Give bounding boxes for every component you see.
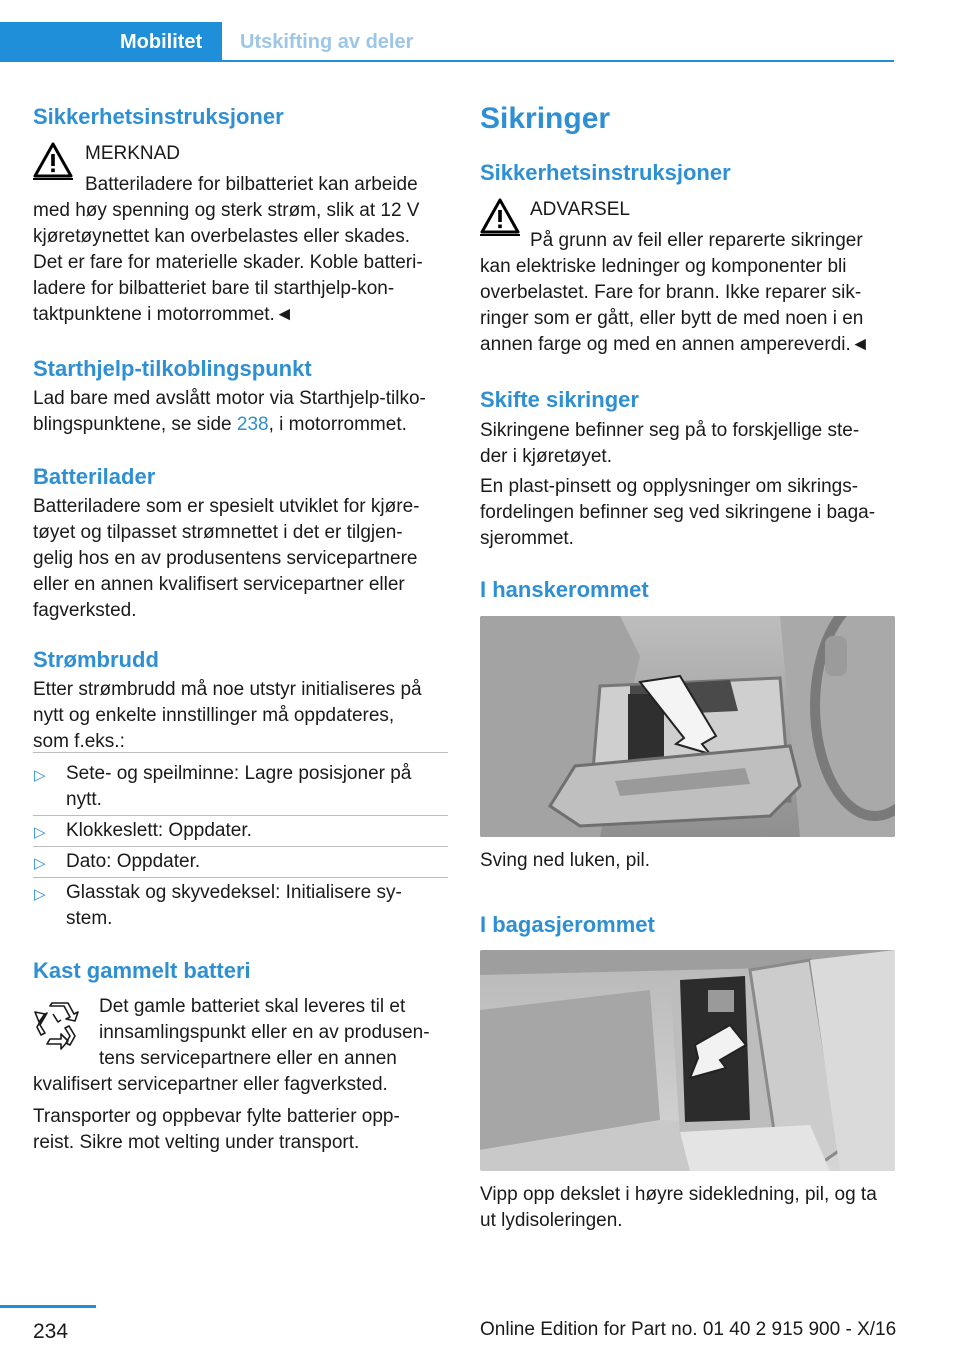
list-item xyxy=(66,880,402,932)
luggage-caption xyxy=(480,1182,895,1234)
disposal-line: kvalifisert servicepartner eller fagverksted. xyxy=(33,1074,388,1095)
warning-label: ADVARSEL xyxy=(530,199,630,220)
disposal-line: Det gamle batteriet skal leveres til et xyxy=(99,996,406,1017)
glovebox-caption: Sving ned luken, pil. xyxy=(480,850,651,871)
warning-line: kan elektriske ledninger og komponenter bli xyxy=(480,256,847,277)
header-rule xyxy=(222,60,894,62)
power-outage-body xyxy=(33,677,448,755)
header-tab-utskifting[interactable]: Utskifting av deler xyxy=(240,31,414,53)
bullet-icon: ▷ xyxy=(34,767,46,784)
luggage-caption-line: Vipp opp dekslet i høyre sidekledning, pil, og ta xyxy=(480,1184,877,1205)
power-outage-line: nytt og enkelte innstillinger må oppdateres, xyxy=(33,705,395,726)
bullet-divider xyxy=(33,877,448,878)
power-outage-line: Etter strømbrudd må noe utstyr initialiseres på xyxy=(33,679,422,700)
change-fuses-line: fordelingen befinner seg ved sikringene i baga- xyxy=(480,502,876,523)
bullet-divider xyxy=(33,815,448,816)
note-body-line: taktpunktene i motorrommet.◄ xyxy=(33,304,294,325)
warning-icon xyxy=(480,198,520,236)
note-label: MERKNAD xyxy=(85,143,181,164)
jumpstart-text: blingspunktene, se side xyxy=(33,414,237,435)
change-fuses-heading: Skifte sikringer xyxy=(480,387,639,412)
transport-line: reist. Sikre mot velting under transport. xyxy=(33,1132,360,1153)
charger-line: gelig hos en av produsentens servicepartnere xyxy=(33,548,418,569)
note-line-1: Batteriladere for bilbatteriet kan arbeide xyxy=(85,174,418,195)
list-item-line: Sete- og speilminne: Lagre posisjoner på xyxy=(66,763,412,784)
list-item: Klokkeslett: Oppdater. xyxy=(66,820,252,841)
change-fuses-line: sjerommet. xyxy=(480,528,574,549)
disposal-line: tens servicepartnere eller en annen xyxy=(99,1048,397,1069)
power-outage-heading: Strømbrudd xyxy=(33,647,159,672)
jumpstart-heading: Starthjelp-tilkoblingspunkt xyxy=(33,356,312,381)
jumpstart-line: Lad bare med avslått motor via Starthjelp-tilko- xyxy=(33,388,426,409)
list-item: Dato: Oppdater. xyxy=(66,851,201,872)
note-body-line: kjøretøynettet kan overbelastes eller skades. xyxy=(33,226,411,247)
note-body xyxy=(33,198,448,328)
power-outage-line: som f.eks.: xyxy=(33,731,125,752)
list-item-line: Glasstak og skyvedeksel: Initialisere sy- xyxy=(66,882,402,903)
transport-body xyxy=(33,1104,448,1156)
charger-line: Batteriladere som er spesielt utviklet for kjøre- xyxy=(33,496,420,517)
jumpstart-text: , i motorrommet. xyxy=(268,414,407,435)
edition-text: Online Edition for Part no. 01 40 2 915 900 - X/16 xyxy=(480,1319,897,1340)
transport-line: Transporter og oppbevar fylte batterier opp- xyxy=(33,1106,400,1127)
bullet-divider xyxy=(33,846,448,847)
disposal-line: innsamlingspunkt eller en av produsen- xyxy=(99,1022,430,1043)
charger-line: eller en annen kvalifisert servicepartner eller xyxy=(33,574,405,595)
recycle-icon xyxy=(33,1000,81,1050)
header-tab-mobilitet[interactable]: Mobilitet xyxy=(0,22,222,62)
warning-line-1: På grunn av feil eller reparerte sikringer xyxy=(530,230,863,251)
charger-line: tøyet og tilpasset strømnettet i det er tilgjen- xyxy=(33,522,403,543)
warning-icon xyxy=(33,142,73,180)
list-item xyxy=(66,761,411,813)
change-fuses-p1 xyxy=(480,418,895,470)
fuses-title: Sikringer xyxy=(480,102,611,135)
note-body-line: med høy spenning og sterk strøm, slik at 12 V xyxy=(33,200,420,221)
glovebox-photo xyxy=(480,616,895,837)
warning-line: ringer som er gått, eller bytt de med noen i en xyxy=(480,308,864,329)
bullet-divider xyxy=(33,752,448,753)
bullet-icon: ▷ xyxy=(34,886,46,903)
jumpstart-body xyxy=(33,386,448,438)
list-item-line: nytt. xyxy=(66,789,102,810)
glovebox-heading: I hanskerommet xyxy=(480,577,649,602)
charger-heading: Batterilader xyxy=(33,464,156,489)
luggage-compartment-photo xyxy=(480,950,895,1171)
warning-line: overbelastet. Fare for brann. Ikke reparer sik- xyxy=(480,282,862,303)
bullet-icon: ▷ xyxy=(34,824,46,841)
disposal-icon-text xyxy=(99,994,430,1072)
change-fuses-line: der i kjøretøyet. xyxy=(480,446,612,467)
change-fuses-line: Sikringene befinner seg på to forskjellige ste- xyxy=(480,420,860,441)
left-safety-heading: Sikkerhetsinstruksjoner xyxy=(33,104,284,129)
luggage-heading: I bagasjerommet xyxy=(480,912,655,937)
list-item-line: stem. xyxy=(66,908,113,929)
jumpstart-line xyxy=(33,412,448,438)
change-fuses-p2 xyxy=(480,474,895,552)
right-safety-heading: Sikkerhetsinstruksjoner xyxy=(480,160,731,185)
charger-line: fagverksted. xyxy=(33,600,137,621)
page-number: 234 xyxy=(33,1320,69,1343)
footer-rule xyxy=(0,1305,96,1308)
change-fuses-line: En plast-pinsett og opplysninger om sikrings- xyxy=(480,476,859,497)
bullet-icon: ▷ xyxy=(34,855,46,872)
warning-line: annen farge og med en annen ampereverdi.◄ xyxy=(480,334,870,355)
note-body-line: ladere for bilbatteriet bare til starthjelp-kon- xyxy=(33,278,395,299)
note-body-line: Det er fare for materielle skader. Koble batteri- xyxy=(33,252,423,273)
page-link-238[interactable]: 238 xyxy=(236,414,269,435)
battery-disposal-heading: Kast gammelt batteri xyxy=(33,958,251,983)
luggage-caption-line: ut lydisoleringen. xyxy=(480,1210,623,1231)
warning-body xyxy=(480,254,895,358)
charger-body xyxy=(33,494,448,624)
